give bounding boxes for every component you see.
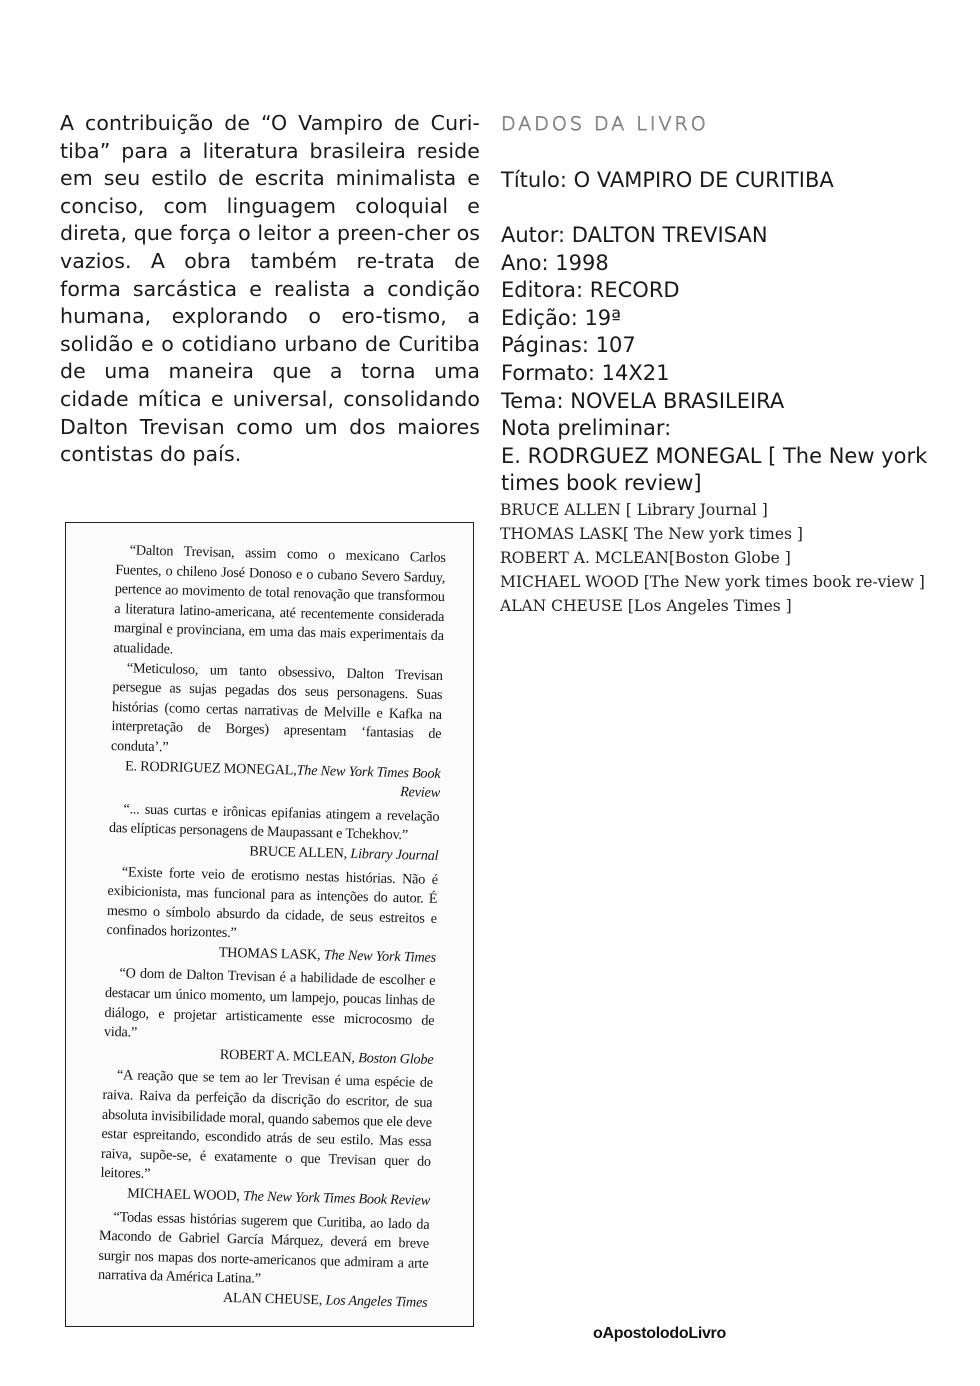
book-note-label: Nota preliminar: (501, 416, 672, 441)
critic-name: ROBERT A. MCLEAN, (219, 1046, 356, 1066)
critic-name: E. RODRIGUEZ MONEGAL, (124, 757, 297, 779)
book-theme: Tema: NOVELA BRASILEIRA (501, 388, 785, 413)
book-year: Ano: 1998 (501, 250, 609, 275)
critic-item: MICHAEL WOOD [The New york times book re-view ] (500, 573, 925, 591)
quote: “Existe forte veio de erotismo nestas histórias. Não é exibicionista, mas funcional para as intenções do autor. É mesmo o símbolo absurdo da cidade, de seus estreitos e confinados horizontes.” (106, 863, 439, 942)
book-edition: Edição: 19ª (501, 305, 622, 330)
critic-item: ROBERT A. MCLEAN[Boston Globe ] (500, 549, 791, 567)
publication-name: Library Journal (350, 845, 439, 864)
quote: “... suas curtas e irônicas epifanias atingem a revelação das elípticas personagens de Maupassant e Tchekhov.” (108, 800, 440, 844)
critic-item: ALAN CHEUSE [Los Angeles Times ] (500, 597, 792, 615)
book-author: Autor: DALTON TREVISAN (501, 223, 768, 247)
book-title-field (501, 167, 931, 195)
intro-paragraph: A contribuição de “O Vampiro de Curi-tiba” para a literatura brasileira reside em seu estilo de escrita minimalista e conciso, com linguagem coloquial e direta, que força o leitor a preen-cher os vazios. A obra também re-trata de forma sarcástica e realista a condição humana, explorando o ero-tismo, a solidão e o cotidiano urbano de Curitiba de uma maneira que a torna uma cidade mítica e universal, consolidando Dalton Trevisan como um dos maiores contistas do país. (60, 111, 480, 467)
publication-name: The New York Times Book Review (242, 1188, 431, 1209)
book-format: Formato: 14X21 (501, 360, 670, 385)
critic-item: THOMAS LASK[ The New york times ] (500, 525, 803, 543)
publication-name: Boston Globe (358, 1049, 434, 1068)
scanned-back-cover (65, 522, 474, 1327)
critic-name: MICHAEL WOOD, (127, 1185, 240, 1205)
scanned-text (97, 541, 446, 1317)
book-title: Título: O VAMPIRO DE CURITIBA (501, 168, 834, 192)
book-pages: Páginas: 107 (501, 333, 636, 358)
publication-name: The New York Times Book Review (296, 762, 441, 802)
critics-list (500, 498, 925, 618)
quote-attribution (110, 756, 441, 803)
publication-name: The New York Times (323, 947, 437, 966)
critic-name: THOMAS LASK, (218, 944, 321, 963)
critic-name: BRUCE ALLEN, (249, 843, 348, 862)
publication-name: Los Angeles Times (325, 1292, 428, 1311)
book-note-main: E. RODRGUEZ MONEGAL [ The New york times book review] (501, 443, 928, 496)
book-details (501, 222, 931, 498)
quote: “Dalton Trevisan, assim como o mexicano Carlos Fuentes, o chileno José Donoso e o cubano Severo Sarduy, pertence ao movimento de total renovação que transformou a literatura latino-americana, até recentemente considerada marginal e provinciana, em uma das mais experimentais da atualidade. (113, 542, 446, 658)
book-publisher: Editora: RECORD (501, 278, 680, 303)
quote: “O dom de Dalton Trevisan é a habilidade de escolher e destacar um único momento, um lampejo, poucas linhas de diálogo, e projetar artisticamente esse microcosmo de vida.” (103, 965, 436, 1041)
quote: “Todas essas histórias sugerem que Curitiba, ao lado da Macondo de Gabriel García Márquez, deverá em breve surgir nos mapas dos norte-americanos que admiram a arte narrativa da América Latina.” (97, 1208, 430, 1288)
footer-brand: oApostolodoLivro (593, 1325, 726, 1342)
critic-name: ALAN CHEUSE, (222, 1289, 323, 1309)
quote: “Meticuloso, um tanto obsessivo, Dalton Trevisan persegue as sujas pegadas dos seus personagens. Suas histórias (como certas narrativas de Melville e Kafka na interpretação de Borges) apresentam ‘fantasias de conduta’.” (110, 659, 444, 756)
quote: “A reação que se tem ao ler Trevisan é uma espécie de raiva. Raiva da perfeição da discrição do escritor, de sua absoluta invisibilidade moral, quando sabemos que ele deve estar espreitando, escondido atrás de seu estilo. Mas essa raiva, supõe-se, é exatamente o que Trevisan quer do leitores.” (100, 1067, 434, 1183)
critic-item: BRUCE ALLEN [ Library Journal ] (500, 501, 768, 519)
section-title: DADOS DA LIVRO (501, 113, 709, 135)
